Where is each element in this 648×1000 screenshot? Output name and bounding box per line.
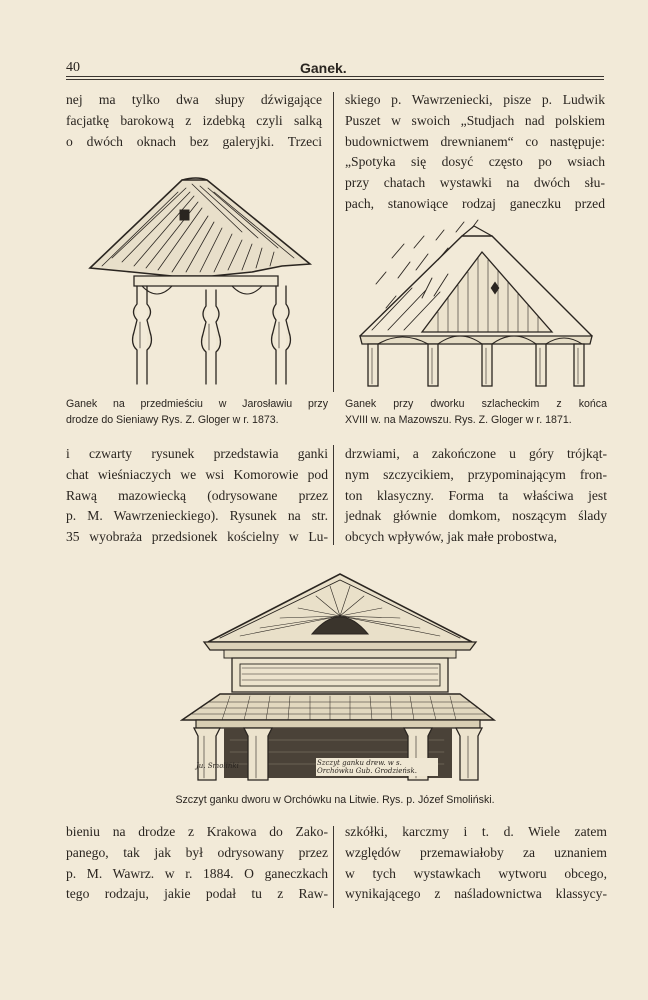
- text-line: chat wieśniaczych we wsi Komorowie pod: [66, 466, 328, 482]
- text-line: obcych wpływów, jak małe probostwa,: [345, 529, 558, 545]
- text-line: przy chatach wystawki na dwóch słu-: [345, 175, 605, 191]
- illustration-orchowek-gable: [180, 570, 496, 784]
- text-line: pach, stanowiące rodzaj ganeczku przed: [345, 195, 605, 211]
- text-line: o dwóch oknach bez galeryjki. Trzeci: [66, 133, 322, 149]
- text-line: 35 wyobraża przedsionek kościelny w Lu-: [66, 529, 328, 545]
- text-line: budownictwem drewnianem“ co następuje:: [345, 133, 605, 149]
- header-rule-bottom: [66, 79, 604, 80]
- right-column-bottom-text: [345, 822, 607, 905]
- text-line: facjatkę barokową z izdebką czyli salką: [66, 112, 322, 128]
- text-line: szkółki, karczmy i t. d. Wiele zatem: [345, 824, 607, 839]
- text-line: ton klasyczny. Forma ta właściwa jest: [345, 487, 607, 503]
- column-divider-bottom: [333, 826, 334, 908]
- caption-line: Ganek na przedmieściu w Jarosławiu przy: [66, 398, 328, 410]
- text-line: nym szczycikiem, przypominającym fron-: [345, 466, 607, 482]
- text-line: Puszet w swoich „Studjach nad polskiem: [345, 112, 605, 128]
- caption-line: XVIII w. na Mazowszu. Rys. Z. Gloger w r. 1871.: [345, 413, 572, 426]
- text-line: bieniu na drodze z Krakowa do Zako-: [66, 824, 328, 839]
- text-line: p. M. Wawrzenieckiego). Rysunek na str.: [66, 508, 328, 524]
- caption-mazowsze: [345, 397, 607, 428]
- caption-line: drodze do Sieniawy Rys. Z. Gloger w r. 1873.: [66, 413, 279, 426]
- text-line: drzwiami, a zakończone u góry trójkąt-: [345, 446, 607, 461]
- left-column-middle-text: [66, 444, 328, 548]
- text-line: „Spotyka się dosyć często po wsiach: [345, 154, 605, 170]
- illustration-jaroslaw-porch: [82, 172, 318, 387]
- illustration-mazowsze-porch: [352, 218, 596, 390]
- running-title: Ganek.: [300, 60, 347, 76]
- left-column-bottom-text: [66, 822, 328, 905]
- text-line: i czwarty rysunek przedstawia ganki: [66, 446, 328, 461]
- text-line: skiego p. Wawrzeniecki, pisze p. Ludwik: [345, 92, 605, 107]
- text-line: Rawą mazowiecką (odrysowane przez: [66, 487, 328, 503]
- left-column-top-text: [66, 90, 322, 152]
- text-line: jednak głównie domkom, noszącym ślady: [345, 508, 607, 524]
- text-line: względów przemawiałoby za uznaniem: [345, 844, 607, 860]
- column-divider-middle: [333, 445, 334, 545]
- page-number: 40: [66, 60, 80, 75]
- text-line: panego, tak jak był odrysowany przez: [66, 844, 328, 860]
- right-column-top-text: [345, 90, 605, 215]
- caption-line: Ganek przy dworku szlacheckim z końca: [345, 398, 607, 410]
- text-line: p. M. Wawrz. w r. 1884. O ganeczkach: [66, 865, 328, 881]
- header-rule-top: [66, 76, 604, 77]
- caption-jaroslaw: [66, 397, 328, 428]
- text-line: wynikającego z naśladownictwa klassycy-: [345, 886, 607, 902]
- text-line: w tych wystawkach wytworu obcego,: [345, 865, 607, 881]
- drawing-inscription: Szczyt ganku drew. w s. Orchówku Gub. Grodzieńsk.: [316, 758, 438, 776]
- right-column-middle-text: [345, 444, 607, 548]
- text-line: nej ma tylko dwa słupy dźwigające: [66, 92, 322, 107]
- text-line: tego rodzaju, jakie podał tu z Raw-: [66, 886, 328, 902]
- column-divider-top: [333, 92, 334, 392]
- caption-orchowek: Szczyt ganku dworu w Orchówku na Litwie. Rys. p. Józef Smoliński.: [175, 794, 495, 806]
- artist-signature: Ju. Smolińki: [196, 762, 239, 770]
